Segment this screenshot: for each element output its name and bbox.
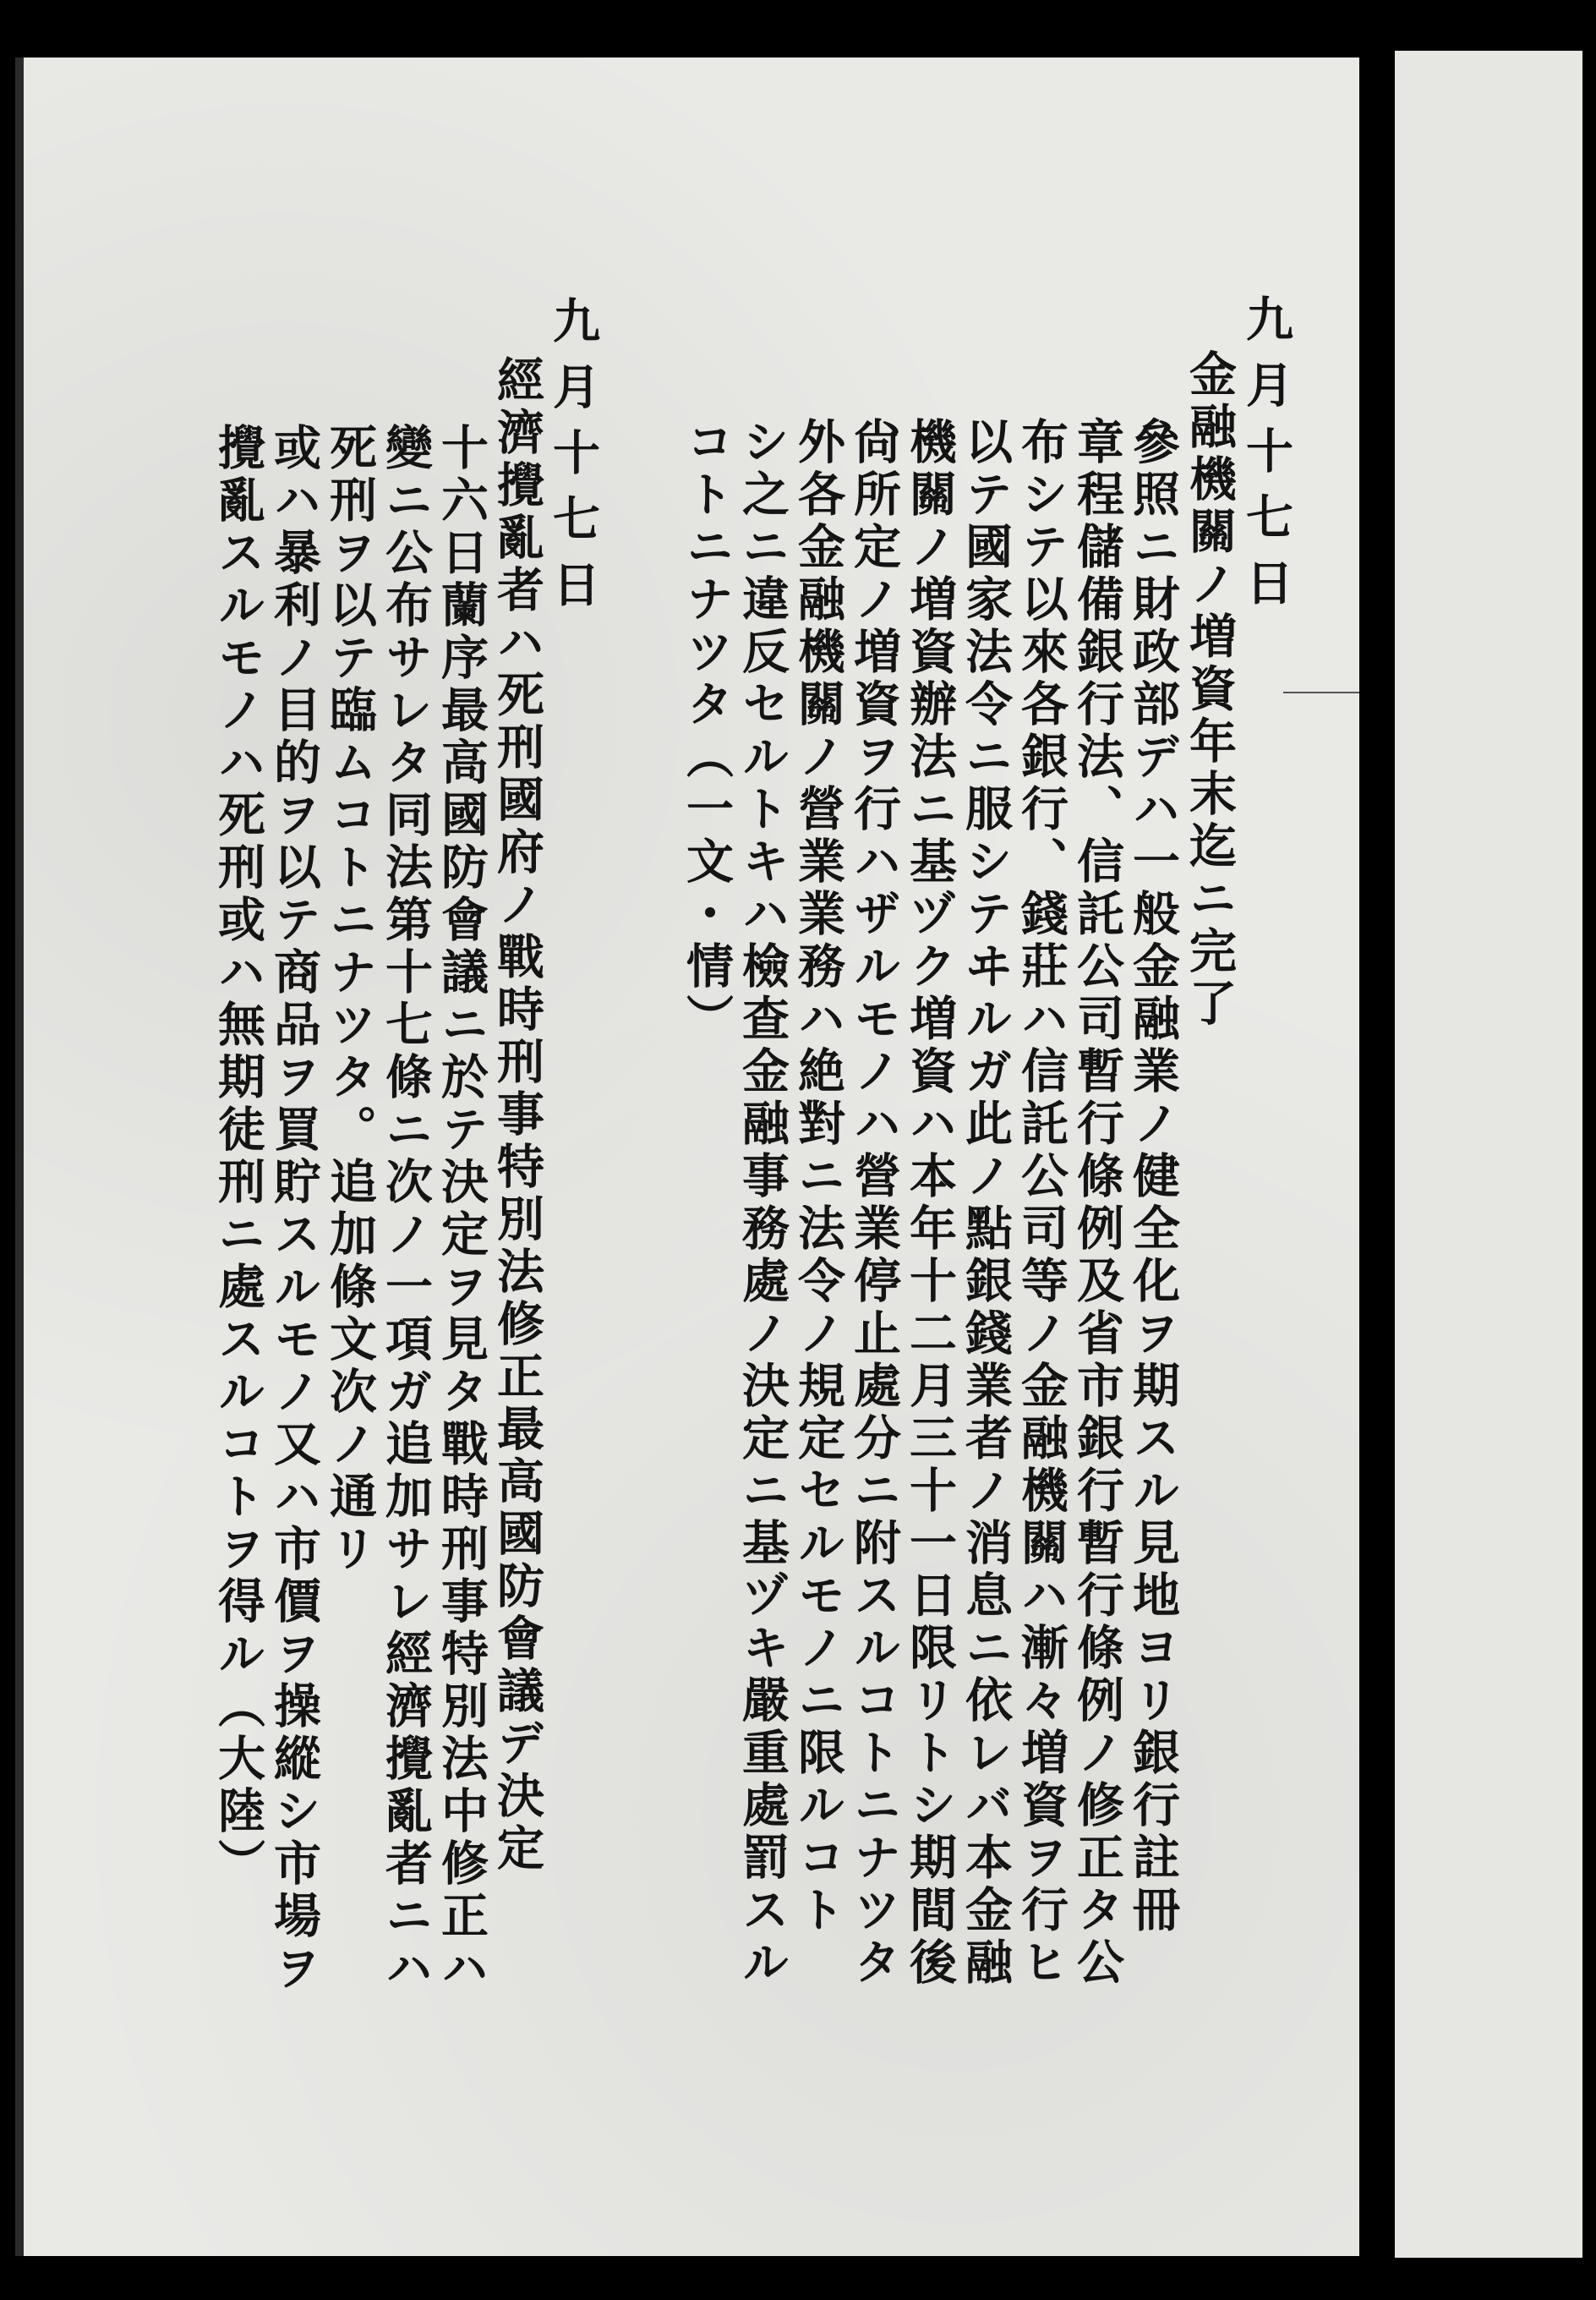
- entry-2-line: 死刑ヲ以テ臨ムコトニナツタ。追加條文次ノ通リ: [322, 423, 378, 1576]
- entry-2-line: 變ニ公布サレタ同法第十七條ニ次ノ一項ガ追加サレ經濟攪亂者ニハ: [378, 423, 434, 1996]
- facing-page-edge: [1395, 51, 1582, 2258]
- page-binding-edge: [15, 58, 24, 2256]
- entry-2-line: 或ハ暴利ノ目的ヲ以テ商品ヲ買貯スルモノ又ハ市價ヲ操縱シ市場ヲ: [266, 423, 322, 1996]
- entry-2-line: 十六日蘭序最高國防會議ニ於テ決定ヲ見タ戰時刑事特別法中修正ハ: [434, 423, 489, 1996]
- entry-1-line: シ之ニ違反セルトキハ檢查金融事務處ノ決定ニ基ヅキ嚴重處罰スル: [735, 417, 790, 1990]
- entry-1-line: 布シテ以來各銀行、錢莊ハ信託公司等ノ金融機關ハ漸々増資ヲ行ヒ: [1014, 417, 1069, 1990]
- entry-1-line: 外各金融機關ノ營業業務ハ絶對ニ法令ノ規定セルモノニ限ルコト: [790, 417, 846, 1937]
- entry-2-date: 九月十七日: [545, 296, 601, 626]
- entry-1-line: 參照ニ財政部デハ一般金融業ノ健全化ヲ期スル見地ヨリ銀行註冊: [1125, 417, 1181, 1937]
- entry-1-line: 以テ國家法令ニ服シテヰルガ此ノ點銀錢業者ノ消息ニ依レバ本金融: [958, 417, 1014, 1990]
- entry-2-line: 攪亂スルモノハ死刑或ハ無期徒刑ニ處スルコトヲ得ル（大陸）: [210, 423, 266, 1891]
- document-page: [15, 58, 1359, 2256]
- entry-1-line: 機關ノ増資辦法ニ基ヅク増資ハ本年十二月三十一日限リトシ期間後: [902, 417, 958, 1990]
- gutter: [1359, 51, 1395, 2258]
- entry-1-line: コトニナツタ（一文・情）: [679, 417, 735, 1046]
- entry-1-headline: 金融機關ノ増資年末迄ニ完了: [1182, 349, 1238, 1031]
- printed-rule: [1283, 692, 1359, 693]
- entry-1-line: 章程儲備銀行法、信託公司暫行條例及省市銀行暫行條例ノ修正タ公: [1069, 417, 1125, 1990]
- entry-1-date: 九月十七日: [1238, 294, 1294, 624]
- entry-2-headline: 經濟攪亂者ハ死刑國府ノ戰時刑事特別法修正最高國防會議デ決定: [489, 355, 545, 1876]
- entry-1-line: 尙所定ノ増資ヲ行ハザルモノハ營業停止處分ニ附スルコトニナツタ: [846, 417, 902, 1990]
